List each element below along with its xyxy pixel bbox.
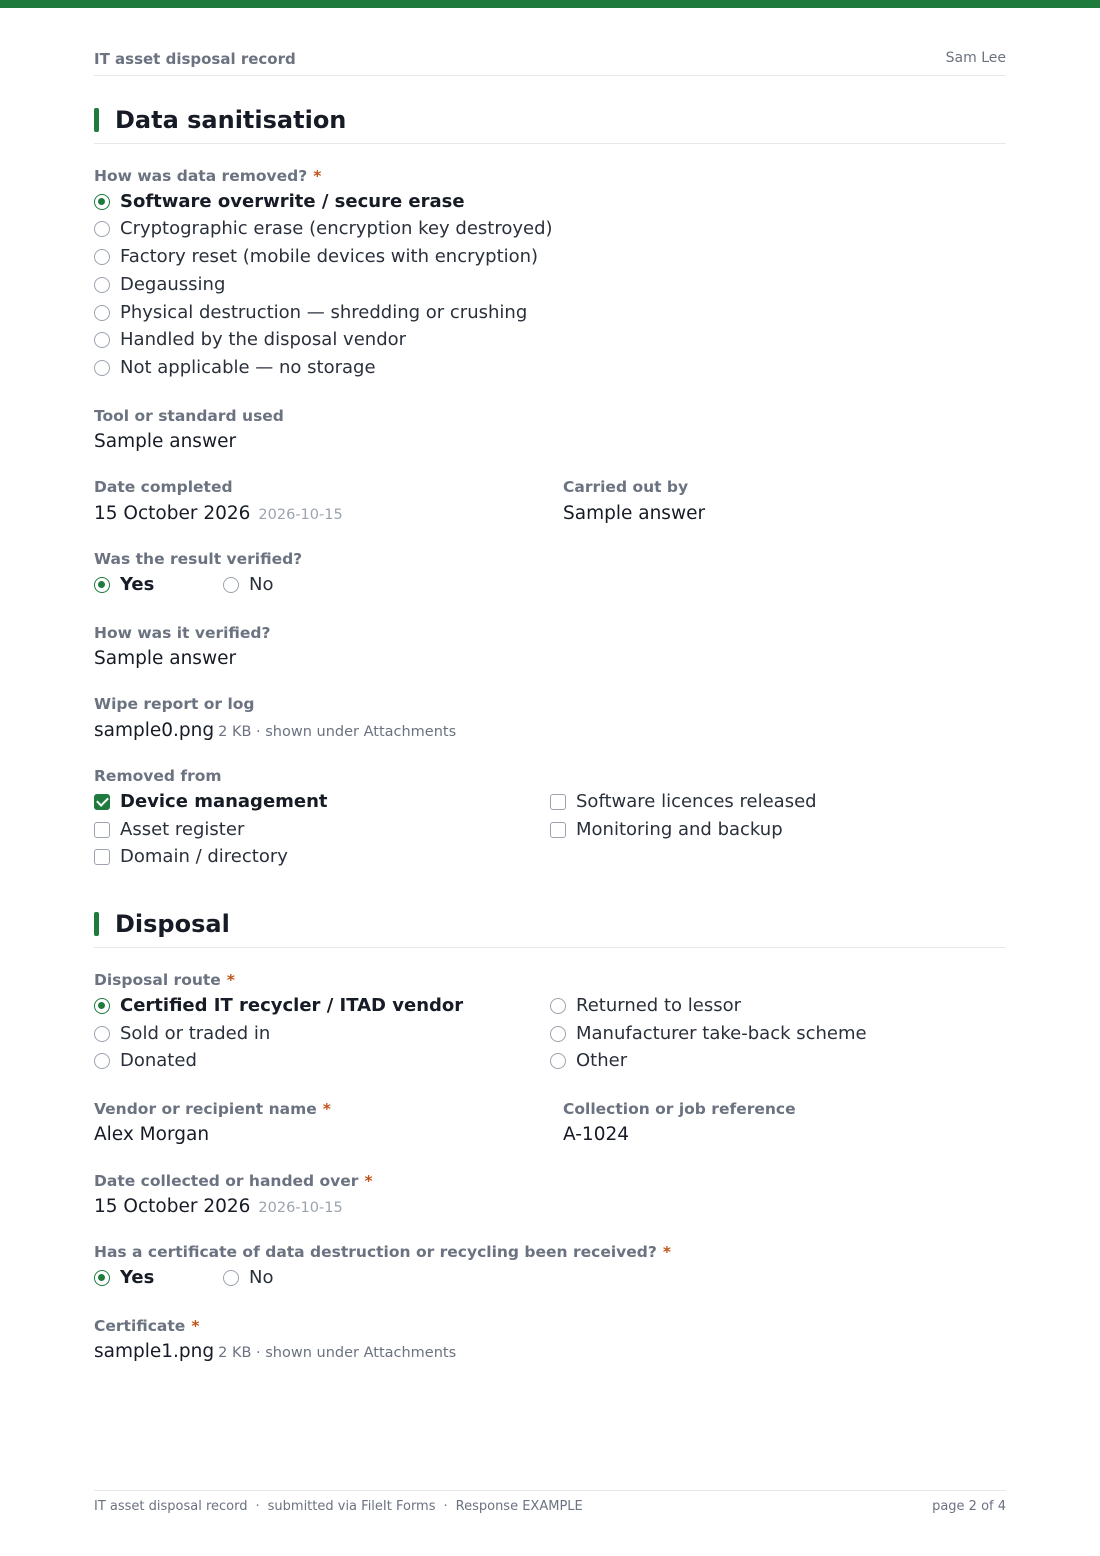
answer-tool: Sample answer [94,431,237,452]
answer-carried-out-by: Sample answer [563,503,706,524]
answer-date-completed: 15 October 2026 2026-10-15 [94,503,343,524]
radio-empty-icon [94,249,110,265]
radio-option[interactable]: Sold or traded in [94,1022,270,1046]
attachment-meta: 2 KB · shown under Attachments [218,1345,457,1361]
required-marker: * [226,971,235,989]
radio-option[interactable]: Donated [94,1049,197,1073]
section-title: Data sanitisation [115,106,347,134]
checkbox-option[interactable]: Software licences released [550,790,817,814]
answer-certificate [94,1339,456,1366]
radio-option-no[interactable]: No [223,573,273,597]
checkbox-checked-icon [94,794,110,810]
iso-date: 2026-10-15 [258,1200,343,1216]
radio-empty-icon [223,1270,239,1286]
attachment-meta: 2 KB · shown under Attachments [218,724,457,740]
radio-option[interactable]: Not applicable — no storage [94,356,376,380]
checkbox-option[interactable]: Device management [94,790,328,814]
question-label-wipe-report: Wipe report or log [94,695,255,713]
radio-selected-icon [94,194,110,210]
checkbox-option[interactable]: Monitoring and backup [550,818,783,842]
radio-option[interactable]: Degaussing [94,273,225,297]
radio-option[interactable]: Handled by the disposal vendor [94,328,406,352]
radio-option[interactable]: Factory reset (mobile devices with encryption) [94,245,538,269]
radio-option[interactable]: Certified IT recycler / ITAD vendor [94,994,463,1018]
question-label-verified: Was the result verified? [94,550,303,568]
question-label-tool: Tool or standard used [94,407,284,425]
attachment-filename: sample1.png [94,1341,215,1362]
radio-option[interactable]: Manufacturer take-back scheme [550,1022,867,1046]
radio-empty-icon [94,277,110,293]
radio-empty-icon [94,221,110,237]
radio-empty-icon [94,305,110,321]
answer-vendor: Alex Morgan [94,1124,210,1145]
attachment-filename: sample0.png [94,720,215,741]
required-marker: * [191,1317,200,1335]
question-label-carried-out-by: Carried out by [563,478,689,496]
checkbox-empty-icon [550,794,566,810]
question-label-date-completed: Date completed [94,478,233,496]
required-marker: * [322,1100,331,1118]
checkbox-empty-icon [94,822,110,838]
answer-wipe-report [94,718,456,745]
radio-empty-icon [223,577,239,593]
checkbox-option[interactable]: Domain / directory [94,845,288,869]
required-marker: * [313,167,322,185]
radio-empty-icon [550,998,566,1014]
respondent-name: Sam Lee [945,50,1006,66]
page-header [94,48,1006,76]
checkbox-option[interactable]: Asset register [94,818,244,842]
question-label-removed-from: Removed from [94,767,222,785]
section-header-disposal [94,908,1006,948]
footer-info [94,1499,583,1514]
footer-separator: · [255,1499,260,1514]
radio-selected-icon [94,998,110,1014]
top-accent-bar [0,0,1100,8]
footer-response: Response EXAMPLE [455,1499,583,1514]
section-header-sanitisation [94,104,1006,144]
radio-option-yes[interactable]: Yes [94,1266,154,1290]
radio-selected-icon [94,1270,110,1286]
radio-empty-icon [550,1053,566,1069]
question-label-route: Disposal route * [94,971,235,989]
question-label-method: How was data removed? * [94,167,322,185]
radio-option-no[interactable]: No [223,1266,273,1290]
radio-option[interactable]: Physical destruction — shredding or crushing [94,301,527,325]
radio-empty-icon [94,1026,110,1042]
checkbox-empty-icon [94,849,110,865]
radio-option-yes[interactable]: Yes [94,573,154,597]
question-label-date-collected: Date collected or handed over * [94,1172,373,1190]
question-label-certificate: Certificate * [94,1317,200,1335]
page-number: page 2 of 4 [932,1499,1006,1514]
section-accent-bar [94,108,99,132]
answer-how-verified: Sample answer [94,648,237,669]
answer-job-ref: A-1024 [563,1124,630,1145]
footer-submitted: submitted via FileIt Forms [267,1499,436,1514]
iso-date: 2026-10-15 [258,507,343,523]
question-label-how-verified: How was it verified? [94,624,271,642]
radio-option[interactable]: Software overwrite / secure erase [94,190,465,214]
required-marker: * [364,1172,373,1190]
radio-option[interactable]: Cryptographic erase (encryption key destroyed) [94,217,553,241]
radio-empty-icon [94,332,110,348]
document-title: IT asset disposal record [94,50,296,68]
answer-date-collected: 15 October 2026 2026-10-15 [94,1196,343,1217]
footer-separator: · [443,1499,448,1514]
radio-empty-icon [94,360,110,376]
radio-option[interactable]: Returned to lessor [550,994,741,1018]
page-footer [94,1490,1006,1520]
radio-empty-icon [550,1026,566,1042]
section-accent-bar [94,912,99,936]
question-label-job-ref: Collection or job reference [563,1100,796,1118]
question-label-vendor: Vendor or recipient name * [94,1100,331,1118]
radio-selected-icon [94,577,110,593]
section-title: Disposal [115,910,230,938]
radio-option[interactable]: Other [550,1049,627,1073]
checkbox-empty-icon [550,822,566,838]
footer-form-name: IT asset disposal record [94,1499,248,1514]
question-label-certificate-received: Has a certificate of data destruction or recycling been received? * [94,1243,671,1261]
radio-empty-icon [94,1053,110,1069]
required-marker: * [662,1243,671,1261]
